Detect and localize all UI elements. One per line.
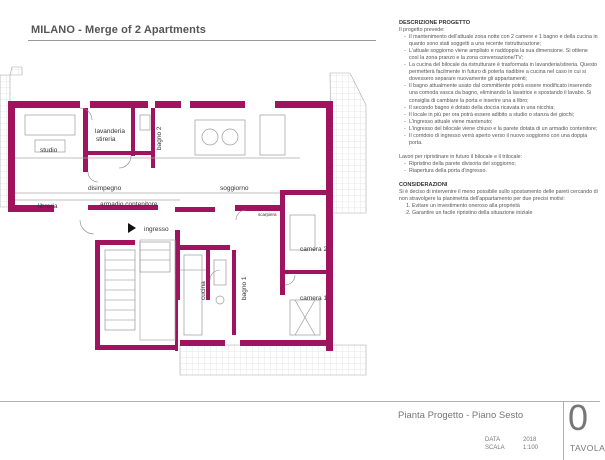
- footer-title: Pianta Progetto - Piano Sesto: [398, 410, 524, 421]
- reasons-list: [399, 203, 599, 217]
- page-title: MILANO - Merge of 2 Apartments: [31, 24, 206, 36]
- room-label-ingresso: ingresso: [144, 226, 169, 233]
- furniture: [25, 115, 320, 335]
- description-item: - Il bagno attualmente usato dal committente potrà essere modificato inserendo una comoda vasca da bagno, eliminando la lavatrice e spostando il lavabo. Si consiglia di cambiare la porta e inserire una a libro;: [409, 83, 599, 104]
- balcony-right: [330, 73, 366, 213]
- considerations-heading: CONSIDERAZIONI: [399, 181, 448, 188]
- room-label-stireria: stireria: [96, 136, 116, 143]
- room-label-lavanderia: lavanderia: [95, 128, 125, 135]
- title-rule: [28, 40, 376, 41]
- description-intro: Il progetto prevede:: [399, 27, 445, 34]
- footer-divider: [563, 401, 564, 460]
- description-list: [399, 34, 599, 147]
- entrance-arrow: [128, 223, 136, 233]
- reason-item: 1. Evitare un investimento oneroso alla proprietà: [412, 203, 599, 210]
- date-label: DATA: [485, 437, 501, 443]
- considerations-text: Si è deciso di intervenire il meno possibile sullo spostamento delle pareti cercando di non stravolgere la planimetria dell'appartamento per due precisi motivi:: [399, 189, 598, 203]
- description-item: - L'attuale soggiorno viene ampliato e raddoppia la sua dimensione. Si ottiene così la zona pranzo e la zona conversazione/TV;: [409, 48, 599, 62]
- table-label: TAVOLA: [570, 443, 605, 453]
- balcony-bottom: [180, 345, 366, 375]
- project-description: [399, 20, 599, 217]
- future-works-intro: Lavori per ripristinare in futuro il bilocale e il trilocale:: [399, 153, 523, 160]
- walls: [8, 101, 333, 351]
- room-label-bagno1: bagno 1: [241, 276, 248, 300]
- description-item: - Il mantenimento dell'attuale zona notte con 2 camere e 1 bagno e della cucina in quanto sono stati soggetti a una recente ristrutturazione;: [409, 34, 599, 48]
- room-label-disimpegno: disimpegno: [88, 185, 122, 192]
- room-label-libreria: libreria: [38, 203, 58, 210]
- room-label-scarpiera: scarpiera: [258, 212, 277, 217]
- description-item: - Il locale in più per ora potrà essere adibito a studio o stanza dei giochi;: [409, 112, 599, 119]
- description-item: - Il secondo bagno è dotato della doccia ricavata in una nicchia;: [409, 105, 599, 112]
- floor-plan: [0, 45, 380, 380]
- future-works-list: [399, 161, 599, 175]
- description-item: - L'ingresso attuale viene mantenuto;: [409, 119, 599, 126]
- future-works-item: - Riapertura della porta d'ingresso.: [409, 168, 599, 175]
- future-works-item: - Ripristino della parete divisoria del soggiorno;: [409, 161, 599, 168]
- footer-fields: [485, 436, 538, 452]
- stairwell: [105, 242, 170, 330]
- existing-lines: [15, 158, 300, 340]
- table-number: 0: [568, 397, 589, 438]
- room-label-cucina: cucina: [200, 281, 207, 300]
- room-label-camera1: camera 1: [300, 295, 328, 302]
- scale-label: SCALA: [485, 445, 505, 451]
- description-item: - L'ingresso del bilocale viene chiuso e la parete dotata di un armadio contenitore;: [409, 126, 599, 133]
- footer-rule: [0, 401, 600, 402]
- description-heading: DESCRIZIONE PROGETTO: [399, 20, 471, 26]
- room-label-studio: studio: [40, 147, 58, 154]
- room-label-soggiorno: soggiorno: [220, 185, 249, 192]
- room-label-camera2: camera 2: [300, 246, 328, 253]
- reason-item: 2. Garantire un facile ripristino della situazione iniziale: [412, 210, 599, 217]
- room-label-armadio: armadio contenitore: [100, 201, 158, 208]
- description-item: - La cucina del bilocale da ristrutturare è trasformata in lavanderia/stireria. Questo permetterà facilmente in futuro di poterla riadibire a cucina nel caso in cui si dovessero separare nuovamente gli appartamenti;: [409, 62, 599, 83]
- description-item: - Il corridoio di ingresso verrà aperto verso il nuovo soggiorno con una doppia porta.: [409, 133, 599, 147]
- room-label-bagno2: bagno 2: [156, 126, 163, 150]
- scale-value: 1:100: [523, 445, 539, 451]
- date-value: 2018: [523, 437, 537, 443]
